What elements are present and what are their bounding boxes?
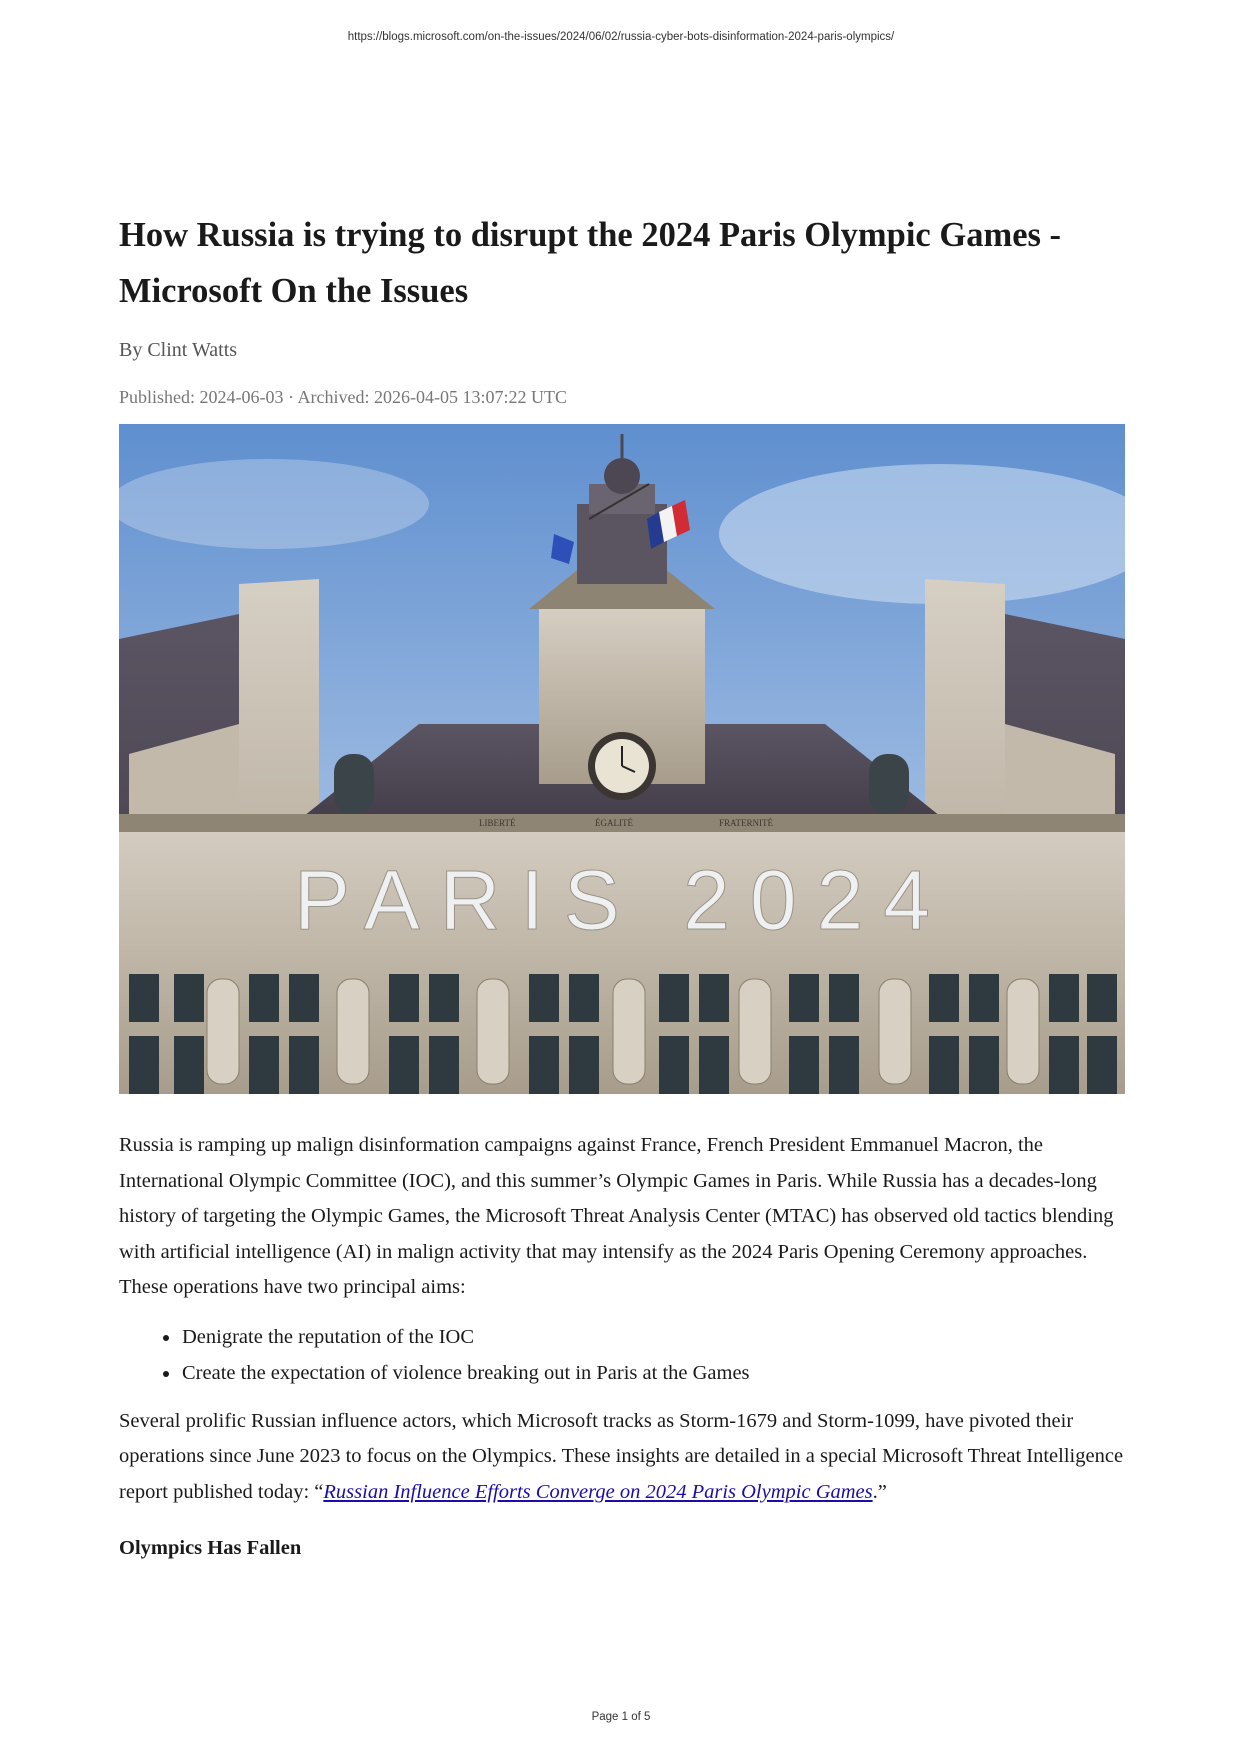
inscription-liberte: LIBERTÉ [479, 818, 516, 828]
publish-meta: Published: 2024-06-03 · Archived: 2026-04-05 13:07:22 UTC [119, 387, 567, 407]
report-paragraph [119, 1404, 1125, 1511]
report-paragraph-end: .” [872, 1480, 887, 1503]
hotel-de-ville-illustration [119, 424, 1125, 1094]
inscription-egalite: ÉGALITÉ [595, 818, 633, 828]
page-url: https://blogs.microsoft.com/on-the-issues/2024/06/02/russia-cyber-bots-disinformation-2024-paris-olympics/ [347, 31, 895, 43]
report-paragraph-text: Several prolific Russian influence actors, which Microsoft tracks as Storm-1679 and Storm-1099, have pivoted their operations since June 2023 to focus on the Olympics. These insights are detailed in a special Microsoft Threat Intelligence report published today: “ [119, 1409, 1124, 1503]
byline: By Clint Watts [119, 339, 238, 361]
page-number: Page 1 of 5 [591, 1711, 651, 1723]
report-link[interactable]: Russian Influence Efforts Converge on 2024 Paris Olympic Games [323, 1480, 873, 1503]
intro-paragraph: Russia is ramping up malign disinformation campaigns against France, French President Emmanuel Macron, the International Olympic Committee (IOC), and this summer’s Olympic Games in Paris. While Russia has a decades-long history of targeting the Olympic Games, the Microsoft Threat Analysis Center (MTAC) has observed old tactics blending with artificial intelligence (AI) in malign activity that may intensify as the 2024 Paris Opening Ceremony approaches. These operations have two principal aims: [119, 1134, 1114, 1298]
list-item: • Create the expectation of violence breaking out in Paris at the Games [181, 1355, 1125, 1391]
hero-image [119, 424, 1125, 1094]
section-heading: Olympics Has Fallen [119, 1537, 302, 1559]
article-title: How Russia is trying to disrupt the 2024 Paris Olympic Games - Microsoft On the Issues [119, 216, 1062, 310]
article [119, 207, 1125, 1565]
aims-list [119, 1319, 1125, 1391]
list-item: • Denigrate the reputation of the IOC [181, 1319, 1125, 1355]
paris-2024-banner: PARIS 2024 [293, 853, 951, 947]
inscription-fraternite: FRATERNITÉ [719, 818, 773, 828]
